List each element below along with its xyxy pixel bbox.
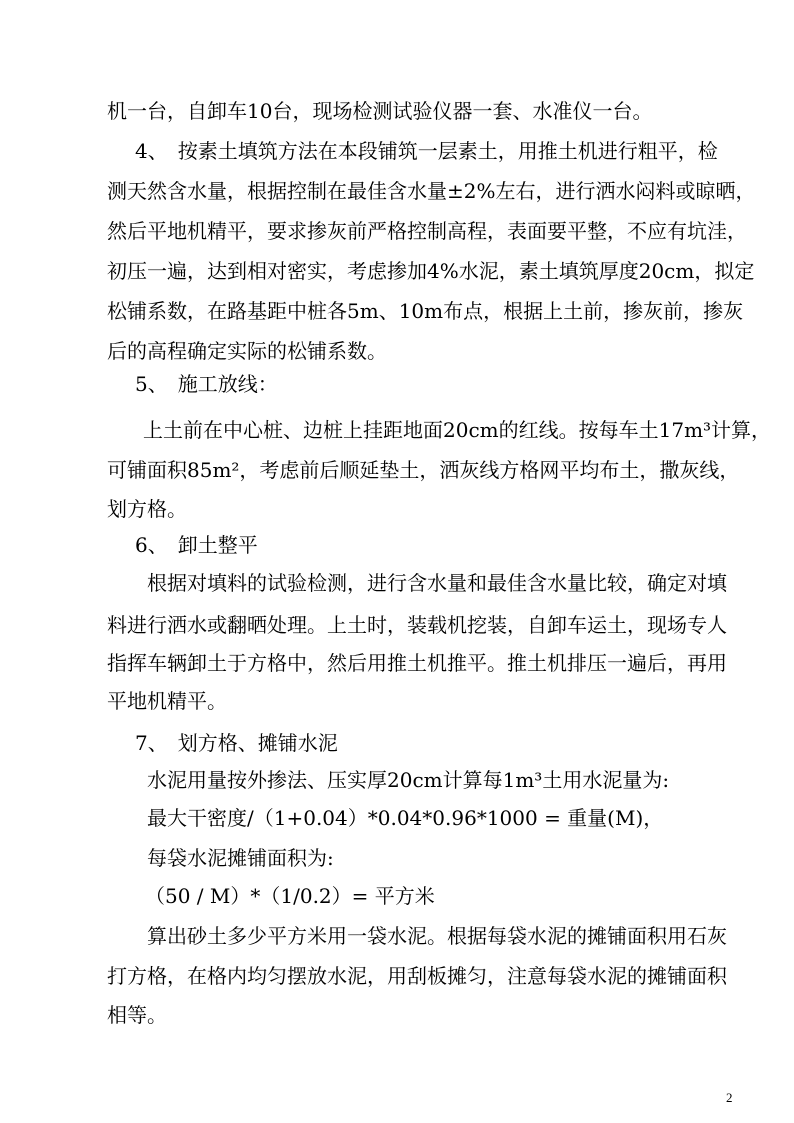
paragraph-line: 上土前在中心桩、边桩上挂距地面20cm的红线。按每车土17m³计算， [143, 418, 772, 442]
paragraph-line: 每袋水泥摊铺面积为: [147, 846, 334, 870]
paragraph-line: 松铺系数，在路基距中桩各5m、10m布点，根据上土前，掺灰前，掺灰 [107, 299, 744, 323]
list-item-4-heading-line: 4、 按素土填筑方法在本段铺筑一层素土，用推土机进行粗平，检 [135, 139, 718, 163]
paragraph-line: 料进行洒水或翻晒处理。上土时，装载机挖装，自卸车运土，现场专人 [107, 613, 727, 637]
paragraph-line: 后的高程确定实际的松铺系数。 [107, 339, 387, 363]
paragraph-line: 算出砂土多少平方米用一袋水泥。根据每袋水泥的摊铺面积用石灰 [147, 924, 727, 948]
paragraph-line: 平地机精平。 [107, 689, 227, 713]
formula-line: 最大干密度/（1+0.04）*0.04*0.96*1000 = 重量(M)， [147, 806, 664, 830]
formula-line: （50 / M）*（1/0.2）= 平方米 [145, 884, 435, 908]
paragraph-line: 测天然含水量，根据控制在最佳含水量±2%左右，进行洒水闷料或晾晒， [107, 179, 756, 203]
paragraph-line: 然后平地机精平，要求掺灰前严格控制高程，表面要平整，不应有坑洼， [107, 219, 747, 243]
paragraph-line: 相等。 [107, 1003, 167, 1027]
list-item-7-heading: 7、 划方格、摊铺水泥 [135, 731, 338, 755]
list-item-5-heading: 5、 施工放线： [135, 372, 278, 396]
paragraph-line: 根据对填料的试验检测，进行含水量和最佳含水量比较，确定对填 [147, 571, 727, 595]
page-number: 2 [726, 1090, 733, 1105]
paragraph-line: 打方格，在格内均匀摆放水泥，用刮板摊匀，注意每袋水泥的摊铺面积 [107, 964, 727, 988]
paragraph-line: 指挥车辆卸土于方格中，然后用推土机推平。推土机排压一遍后，再用 [107, 651, 727, 675]
paragraph-line: 水泥用量按外掺法、压实厚20cm计算每1m³土用水泥量为: [147, 768, 670, 792]
paragraph-line: 机一台，自卸车10台，现场检测试验仪器一套、水准仪一台。 [107, 99, 653, 123]
list-item-6-heading: 6、 卸土整平 [135, 533, 258, 557]
paragraph-line: 初压一遍，达到相对密实，考虑掺加4%水泥，素土填筑厚度20cm，拟定 [107, 259, 755, 283]
paragraph-line: 可铺面积85m²，考虑前后顺延垫土，洒灰线方格网平均布土，撒灰线， [107, 458, 740, 482]
paragraph-line: 划方格。 [107, 497, 187, 521]
